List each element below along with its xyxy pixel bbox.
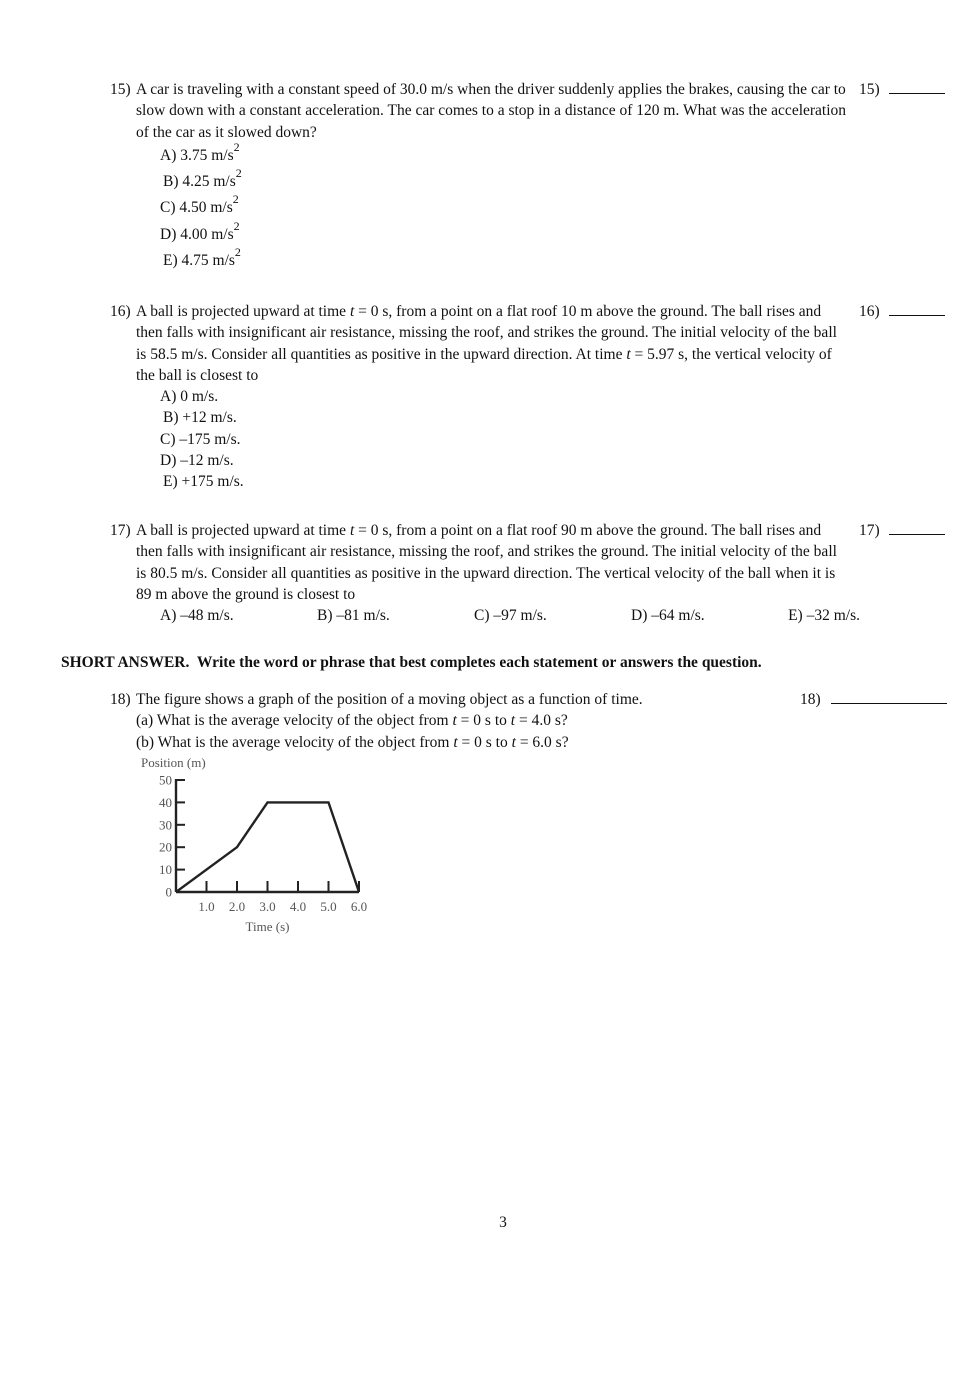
question-15 [110,79,850,274]
answer-blank-16[interactable]: 16) [859,301,945,321]
x-tick-label: 3.0 [259,899,276,914]
x-tick-label: 1.0 [198,899,215,914]
answer-line[interactable] [889,520,945,535]
question-text: The figure shows a graph of the position of a moving object as a function of time. [136,691,643,708]
section-title: SHORT ANSWER. [61,654,190,671]
option-e: E) +175 m/s. [163,473,244,491]
options-list [110,139,850,274]
answer-line[interactable] [889,301,945,316]
option-b: B) –81 m/s. [317,607,390,625]
option-e: E) –32 m/s. [788,607,860,625]
question-text: A ball is projected upward at time t = 0 s, from a point on a flat roof 90 m above the ground. The ball rises and then falls with insignificant air resistance, missing the roof, and strikes the ground. The initial velocity of the ball is 80.5 m/s. Consider all quantities as positive in the upward direction. The vertical velocity of the ball when it is 89 m above the ground is closest to [136,522,837,603]
y-axis-label: Position (m) [141,755,206,770]
y-tick-label: 0 [165,884,172,900]
x-tick-label: 5.0 [320,899,337,914]
question-text: A ball is projected upward at time t = 0 s, from a point on a flat roof 10 m above the ground. The ball rises and then falls with insignificant air resistance, missing the roof, and strikes the ground. The initial velocity of the ball is 58.5 m/s. Consider all quantities as positive in the upward direction. At time t = 5.97 s, the vertical velocity of the ball is closest to [136,303,837,384]
x-axis-label: Time (s) [245,919,290,934]
option-a: A) 0 m/s. [160,388,219,406]
options-list [110,605,860,626]
question-17 [110,520,860,626]
y-tick-label: 40 [159,794,172,810]
answer-blank-15[interactable]: 15) [859,79,945,99]
question-part-a: (a) What is the average velocity of the object from t = 0 s to t = 4.0 s? [136,712,568,730]
question-part-b: (b) What is the average velocity of the object from t = 0 s to t = 6.0 s? [136,733,569,751]
question-18 [110,689,850,753]
question-number: 18) [110,691,131,708]
answer-blank-18[interactable]: 18) [800,689,947,709]
page-number: 3 [499,1214,507,1231]
y-tick-label: 50 [159,772,172,788]
y-tick-label: 10 [159,862,172,878]
position-line [176,802,359,892]
option-c: C) –175 m/s. [160,430,241,448]
option-c: C) –97 m/s. [474,607,547,625]
question-number: 15) [110,81,131,98]
question-number: 17) [110,522,131,539]
section-instruction: Write the word or phrase that best completes each statement or answers the question. [196,654,762,671]
question-16 [110,301,850,493]
x-tick-label: 2.0 [228,899,246,914]
question-number: 16) [110,303,131,320]
x-tick-label: 6.0 [350,899,368,914]
y-tick-label: 20 [159,839,172,855]
option-c: C) 4.50 $m/s^2$ [160,192,239,217]
option-d: D) 4.00 $m/s^2$ [160,218,240,243]
option-a: A) 3.75 $m/s^2$ [160,139,240,164]
answer-line[interactable] [831,689,947,704]
y-tick-label: 30 [159,817,172,833]
answer-line[interactable] [889,79,945,94]
answer-blank-17[interactable]: 17) [859,520,945,540]
option-d: D) –64 m/s. [631,607,705,625]
option-b: B) 4.25 $m/s^2$ [163,166,242,191]
question-text: A car is traveling with a constant speed of 30.0 m/s when the driver suddenly applies the brakes, causing the car to slow down with a constant acceleration. The car comes to a stop in a distance of 120 m. What was the acceleration of the car as it slowed down? [136,81,847,141]
x-tick-label: 4.0 [289,899,307,914]
option-a: A) –48 m/s. [160,607,234,625]
option-b: B) +12 m/s. [163,409,237,427]
position-time-graph [135,752,385,942]
option-e: E) 4.75 $m/s^2$ [163,245,241,270]
options-list [110,386,850,492]
section-header [61,654,762,672]
option-d: D) –12 m/s. [160,452,234,470]
